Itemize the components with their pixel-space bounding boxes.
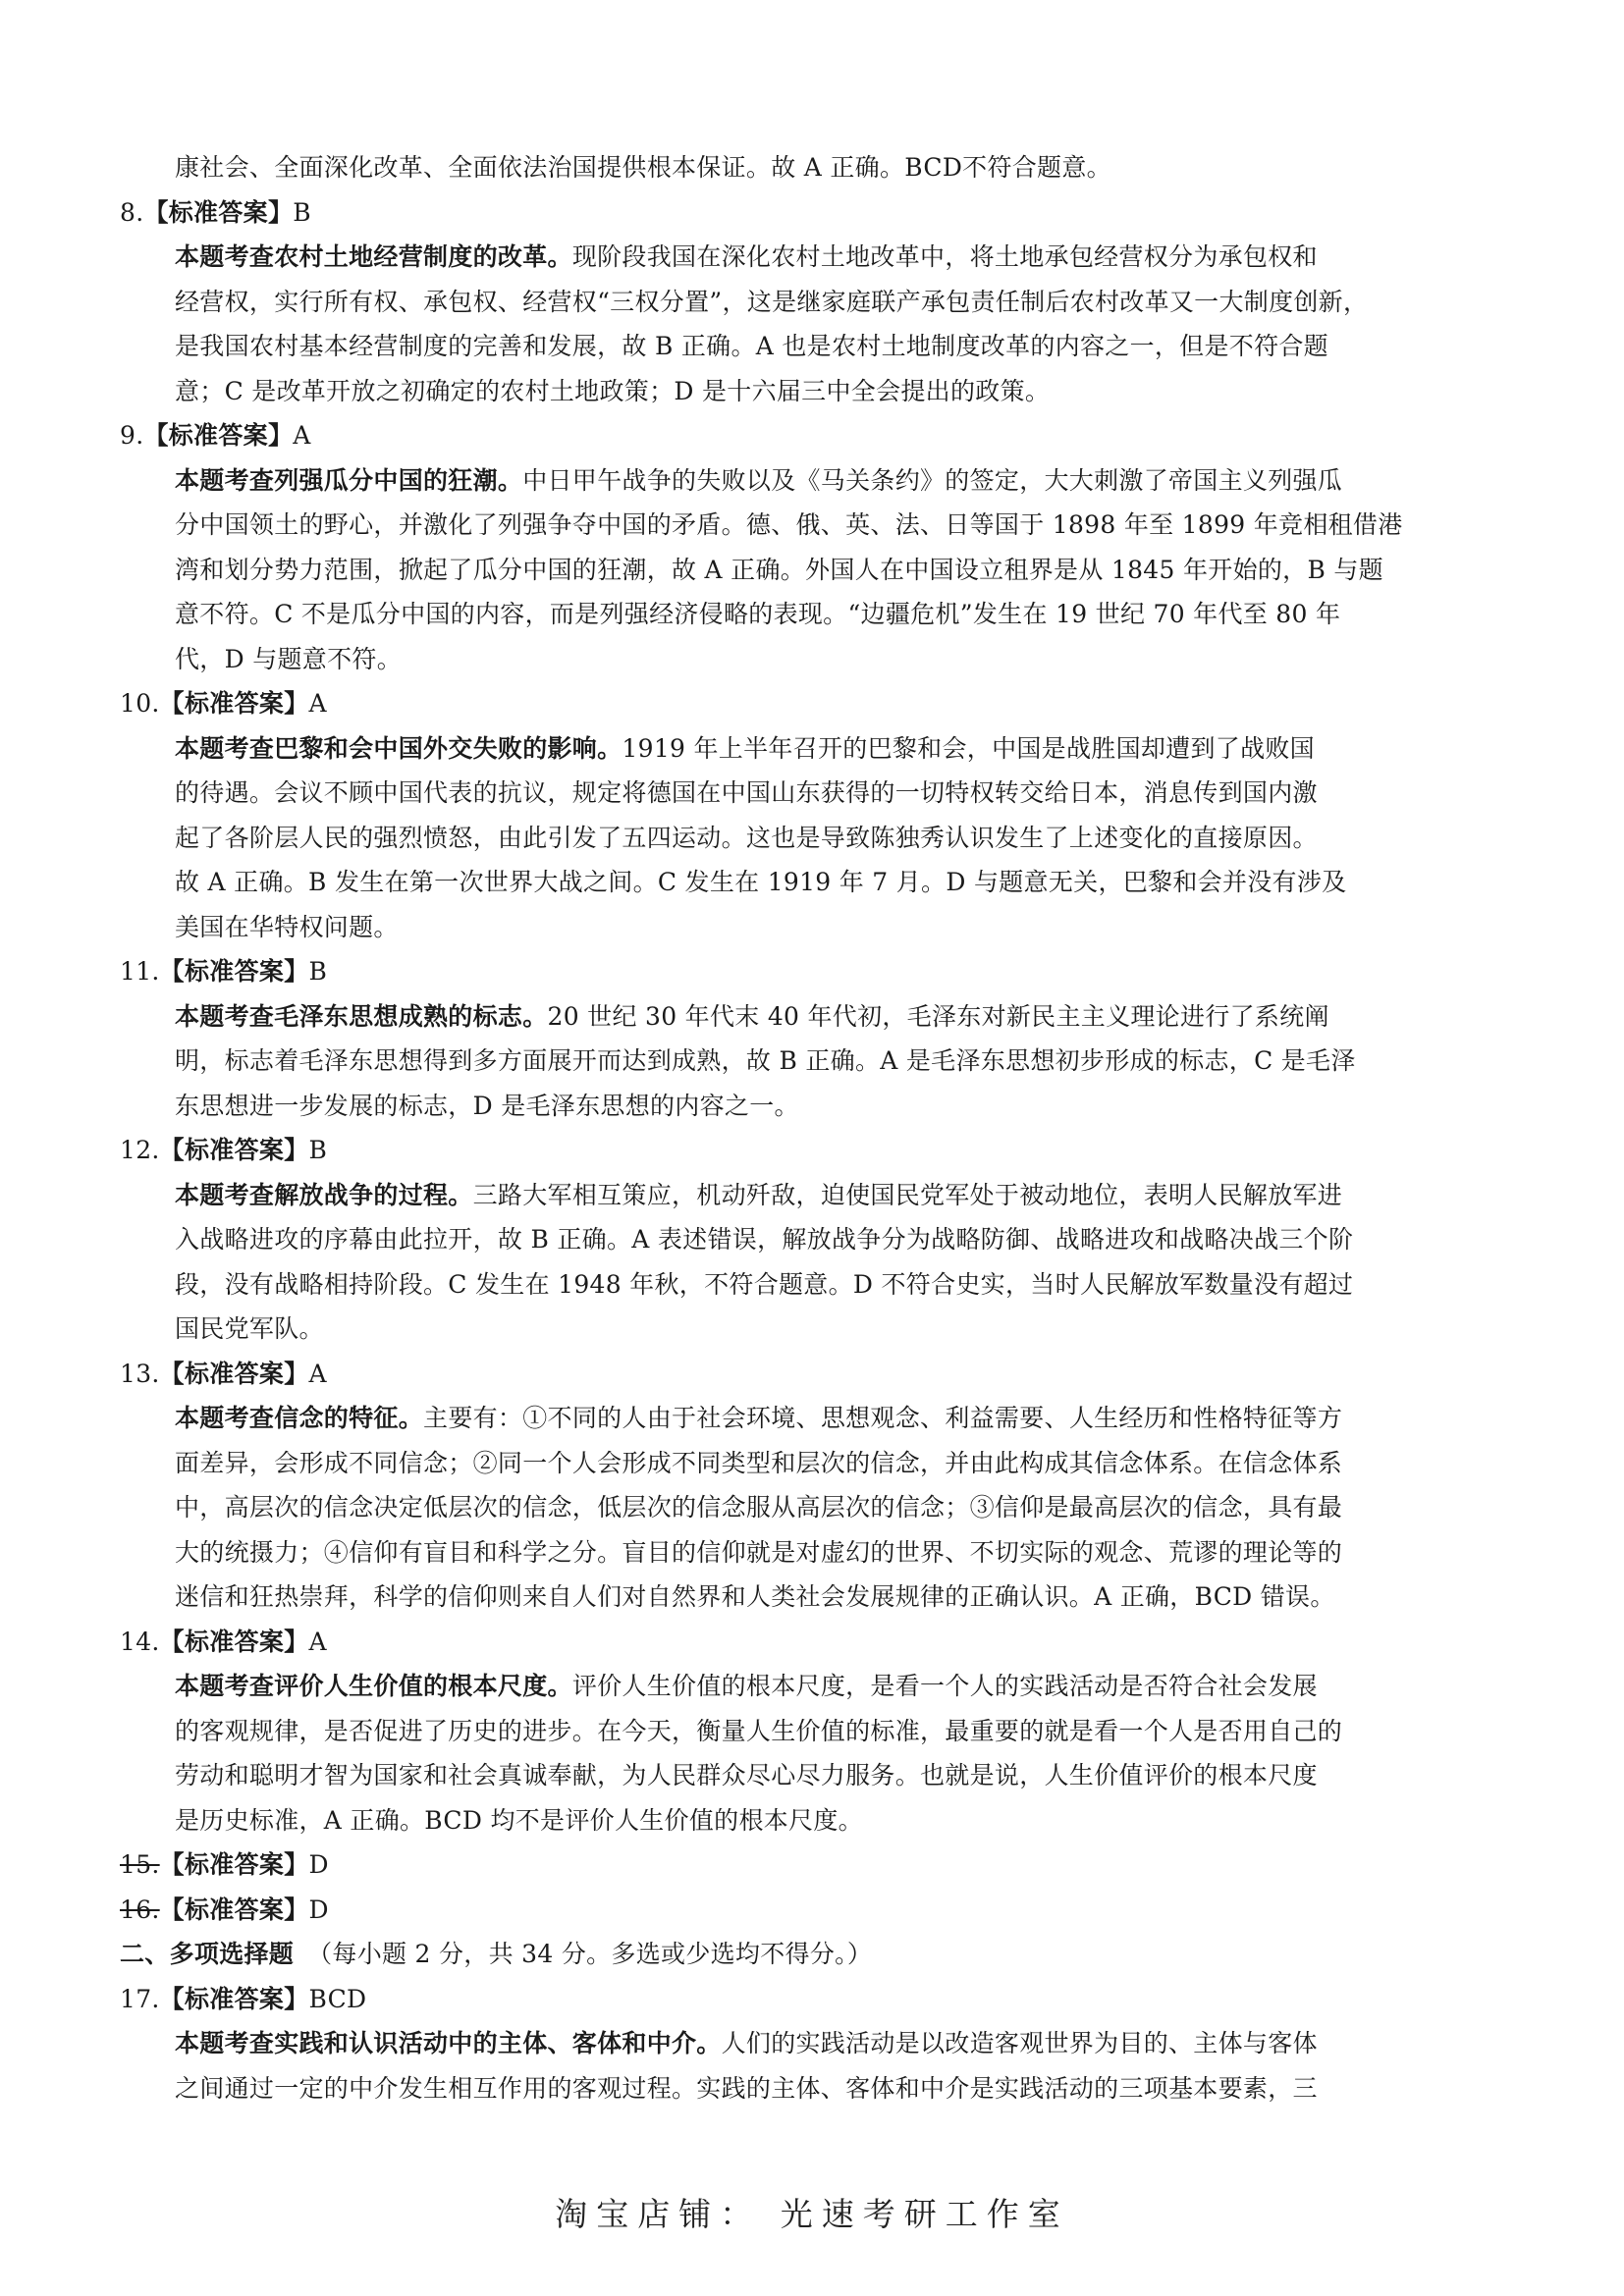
question-number: 9. xyxy=(120,421,144,450)
section-heading xyxy=(120,1932,1475,1977)
answer-label: 【标准答案】 xyxy=(143,421,294,450)
explanation-text: 分中国领土的野心，并激化了列强争夺中国的矛盾。德、俄、英、法、日等国于 1898 年至 1899 年竞相租借港 xyxy=(175,510,1403,539)
explanation-text: 国民党军队。 xyxy=(175,1314,324,1343)
answer-label: 【标准答案】 xyxy=(159,1984,309,2013)
question-number: 12. xyxy=(120,1136,160,1164)
explanation-text: 美国在华特权问题。 xyxy=(175,912,399,941)
explanation-text: 是我国农村基本经营制度的完善和发展，故 B 正确。A 也是农村土地制度改革的内容之一，但是不符合题 xyxy=(175,332,1328,360)
answer-line xyxy=(120,1352,1475,1397)
explanation-text: 中日甲午战争的失败以及《马关条约》的签定，大大刺激了帝国主义列强瓜 xyxy=(522,465,1343,495)
explanation-text: 评价人生价值的根本尺度，是看一个人的实践活动是否符合社会发展 xyxy=(571,1672,1318,1700)
explanation-line xyxy=(120,2066,1475,2111)
explanation-text: 经营权，实行所有权、承包权、经营权“三权分置”，这是继家庭联产承包责任制后农村改革又一大制度创新， xyxy=(175,287,1369,316)
answer-label: 【标准答案】 xyxy=(159,1359,309,1388)
explanation-line xyxy=(120,324,1475,369)
answer-value: BCD xyxy=(308,1984,367,2013)
answer-value: B xyxy=(308,957,328,986)
explanation-line xyxy=(120,458,1475,504)
section-title: 二、多项选择题 xyxy=(120,1940,295,1968)
explanation-line xyxy=(120,592,1475,637)
explanation-line xyxy=(120,1084,1475,1129)
explanation-line xyxy=(120,145,1475,190)
answer-label: 【标准答案】 xyxy=(159,957,309,986)
explanation-text: 20 世纪 30 年代末 40 年代初，毛泽东对新民主主义理论进行了系统阐 xyxy=(547,1001,1329,1031)
explanation-text: 中，高层次的信念决定低层次的信念，低层次的信念服从高层次的信念；③信仰是最高层次的信念，具有最 xyxy=(175,1493,1343,1522)
explanation-line xyxy=(120,1753,1475,1798)
question-number: 14. xyxy=(120,1627,160,1656)
explanation-text: 的客观规律，是否促进了历史的进步。在今天，衡量人生价值的标准，最重要的就是看一个人是否用自己的 xyxy=(175,1716,1343,1745)
explanation-text: 主要有：①不同的人由于社会环境、思想观念、利益需要、人生经历和性格特征等方 xyxy=(423,1404,1343,1432)
explanation-text: 东思想进一步发展的标志，D 是毛泽东思想的内容之一。 xyxy=(175,1091,799,1120)
page-footer: 淘宝店铺： 光速考研工作室 xyxy=(555,2195,1069,2233)
answer-line xyxy=(120,1842,1475,1888)
explanation-line xyxy=(120,235,1475,280)
explanation-line xyxy=(120,1039,1475,1084)
answer-value: B xyxy=(293,197,311,227)
explanation-line xyxy=(120,2021,1475,2066)
answer-line xyxy=(120,681,1475,726)
section-note: （每小题 2 分，共 34 分。多选或少选均不得分。） xyxy=(307,1940,873,1968)
answer-line xyxy=(120,1128,1475,1173)
explanation-line xyxy=(120,1485,1475,1530)
answer-value: B xyxy=(308,1136,328,1164)
answer-line xyxy=(120,1620,1475,1665)
explanation-text: 段，没有战略相持阶段。C 发生在 1948 年秋，不符合题意。D 不符合史实，当时人民解放军数量没有超过 xyxy=(175,1269,1354,1299)
answer-line xyxy=(120,1977,1475,2022)
explanation-line xyxy=(120,905,1475,950)
answer-label: 【标准答案】 xyxy=(159,1627,309,1656)
explanation-line xyxy=(120,1307,1475,1352)
explanation-line xyxy=(120,1396,1475,1441)
explanation-line xyxy=(120,1664,1475,1709)
explanation-line xyxy=(120,1575,1475,1620)
explanation-line xyxy=(120,994,1475,1040)
explanation-text: 劳动和聪明才智为国家和社会真诚奉献，为人民群众尽心尽力服务。也就是说，人生价值评价的根本尺度 xyxy=(175,1761,1318,1789)
question-number: 11. xyxy=(120,957,160,986)
explanation-line xyxy=(120,860,1475,905)
explanation-line xyxy=(120,1709,1475,1754)
explanation-topic: 本题考查列强瓜分中国的狂潮。 xyxy=(175,465,523,495)
explanation-line xyxy=(120,1798,1475,1843)
answer-label: 【标准答案】 xyxy=(143,197,294,227)
explanation-text: 入战略进攻的序幕由此拉开，故 B 正确。A 表述错误，解放战争分为战略防御、战略进攻和战略决战三个阶 xyxy=(175,1225,1354,1254)
explanation-topic: 本题考查毛泽东思想成熟的标志。 xyxy=(175,1001,548,1031)
explanation-topic: 本题考查农村土地经营制度的改革。 xyxy=(175,242,572,271)
answer-value: A xyxy=(293,421,311,450)
explanation-text: 湾和划分势力范围，掀起了瓜分中国的狂潮，故 A 正确。外国人在中国设立租界是从 1845 年开始的，B 与题 xyxy=(175,555,1383,584)
answer-value: A xyxy=(308,689,327,718)
explanation-text: 大的统摄力；④信仰有盲目和科学之分。盲目的信仰就是对虚幻的世界、不切实际的观念、荒谬的理论等的 xyxy=(175,1537,1343,1567)
explanation-text: 的待遇。会议不顾中国代表的抗议，规定将德国在中国山东获得的一切特权转交给日本，消息传到国内激 xyxy=(175,778,1318,807)
explanation-line xyxy=(120,1262,1475,1308)
explanation-line xyxy=(120,1217,1475,1262)
explanation-text: 意；C 是改革开放之初确定的农村土地政策；D 是十六届三中全会提出的政策。 xyxy=(175,376,1051,405)
answer-value: A xyxy=(308,1627,327,1656)
answer-value: A xyxy=(308,1359,327,1388)
answer-label: 【标准答案】 xyxy=(159,1136,309,1164)
question-number: 8. xyxy=(120,197,144,227)
answer-value: D xyxy=(308,1850,329,1879)
explanation-text: 是历史标准，A 正确。BCD 均不是评价人生价值的根本尺度。 xyxy=(175,1805,863,1835)
question-number: 16. xyxy=(120,1895,160,1924)
explanation-text: 三路大军相互策应，机动歼敌，迫使国民党军处于被动地位，表明人民解放军进 xyxy=(472,1180,1343,1209)
explanation-text: 故 A 正确。B 发生在第一次世界大战之间。C 发生在 1919 年 7 月。D 与题意无关，巴黎和会并没有涉及 xyxy=(175,868,1347,896)
explanation-text: 现阶段我国在深化农村土地改革中，将土地承包经营权分为承包权和 xyxy=(571,242,1318,271)
explanation-text: 康社会、全面深化改革、全面依法治国提供根本保证。故 A 正确。BCD不符合题意。 xyxy=(175,153,1111,182)
explanation-text: 1919 年上半年召开的巴黎和会，中国是战胜国却遭到了战败国 xyxy=(622,733,1315,763)
question-number: 10. xyxy=(120,689,160,718)
explanation-line xyxy=(120,280,1475,325)
explanation-line xyxy=(120,548,1475,593)
explanation-text: 之间通过一定的中介发生相互作用的客观过程。实践的主体、客体和中介是实践活动的三项基本要素，三 xyxy=(175,2073,1318,2103)
answer-line xyxy=(120,413,1475,458)
question-number: 15. xyxy=(120,1850,160,1879)
explanation-line xyxy=(120,726,1475,772)
explanation-line xyxy=(120,369,1475,414)
explanation-text: 代，D 与题意不符。 xyxy=(175,644,402,673)
answer-label: 【标准答案】 xyxy=(159,1895,309,1924)
answer-line xyxy=(120,1888,1475,1933)
question-number: 13. xyxy=(120,1359,160,1388)
explanation-line xyxy=(120,1530,1475,1575)
explanation-line xyxy=(120,503,1475,548)
answer-explanations xyxy=(120,145,1475,2110)
explanation-line xyxy=(120,637,1475,682)
explanation-topic: 本题考查巴黎和会中国外交失败的影响。 xyxy=(175,733,623,763)
explanation-topic: 本题考查解放战争的过程。 xyxy=(175,1180,473,1209)
explanation-topic: 本题考查实践和认识活动中的主体、客体和中介。 xyxy=(175,2029,722,2057)
answer-label: 【标准答案】 xyxy=(159,1850,309,1879)
explanation-line xyxy=(120,771,1475,816)
answer-line xyxy=(120,949,1475,994)
explanation-topic: 本题考查信念的特征。 xyxy=(175,1404,424,1432)
explanation-topic: 本题考查评价人生价值的根本尺度。 xyxy=(175,1672,572,1700)
explanation-line xyxy=(120,1173,1475,1218)
explanation-text: 人们的实践活动是以改造客观世界为目的、主体与客体 xyxy=(721,2029,1318,2057)
explanation-text: 意不符。C 不是瓜分中国的内容，而是列强经济侵略的表现。“边疆危机”发生在 19 世纪 70 年代至 80 年 xyxy=(175,600,1341,628)
answer-value: D xyxy=(308,1895,329,1924)
explanation-line xyxy=(120,816,1475,861)
question-number: 17. xyxy=(120,1984,160,2013)
answer-line xyxy=(120,190,1475,236)
explanation-text: 起了各阶层人民的强烈愤怒，由此引发了五四运动。这也是导致陈独秀认识发生了上述变化的直接原因。 xyxy=(175,823,1318,852)
explanation-text: 迷信和狂热崇拜，科学的信仰则来自人们对自然界和人类社会发展规律的正确认识。A 正确，BCD 错误。 xyxy=(175,1582,1335,1611)
explanation-line xyxy=(120,1441,1475,1486)
explanation-text: 明，标志着毛泽东思想得到多方面展开而达到成熟，故 B 正确。A 是毛泽东思想初步形成的标志，C 是毛泽 xyxy=(175,1046,1356,1075)
explanation-text: 面差异，会形成不同信念；②同一个人会形成不同类型和层次的信念，并由此构成其信念体系。在信念体系 xyxy=(175,1448,1343,1477)
answer-label: 【标准答案】 xyxy=(159,689,309,718)
